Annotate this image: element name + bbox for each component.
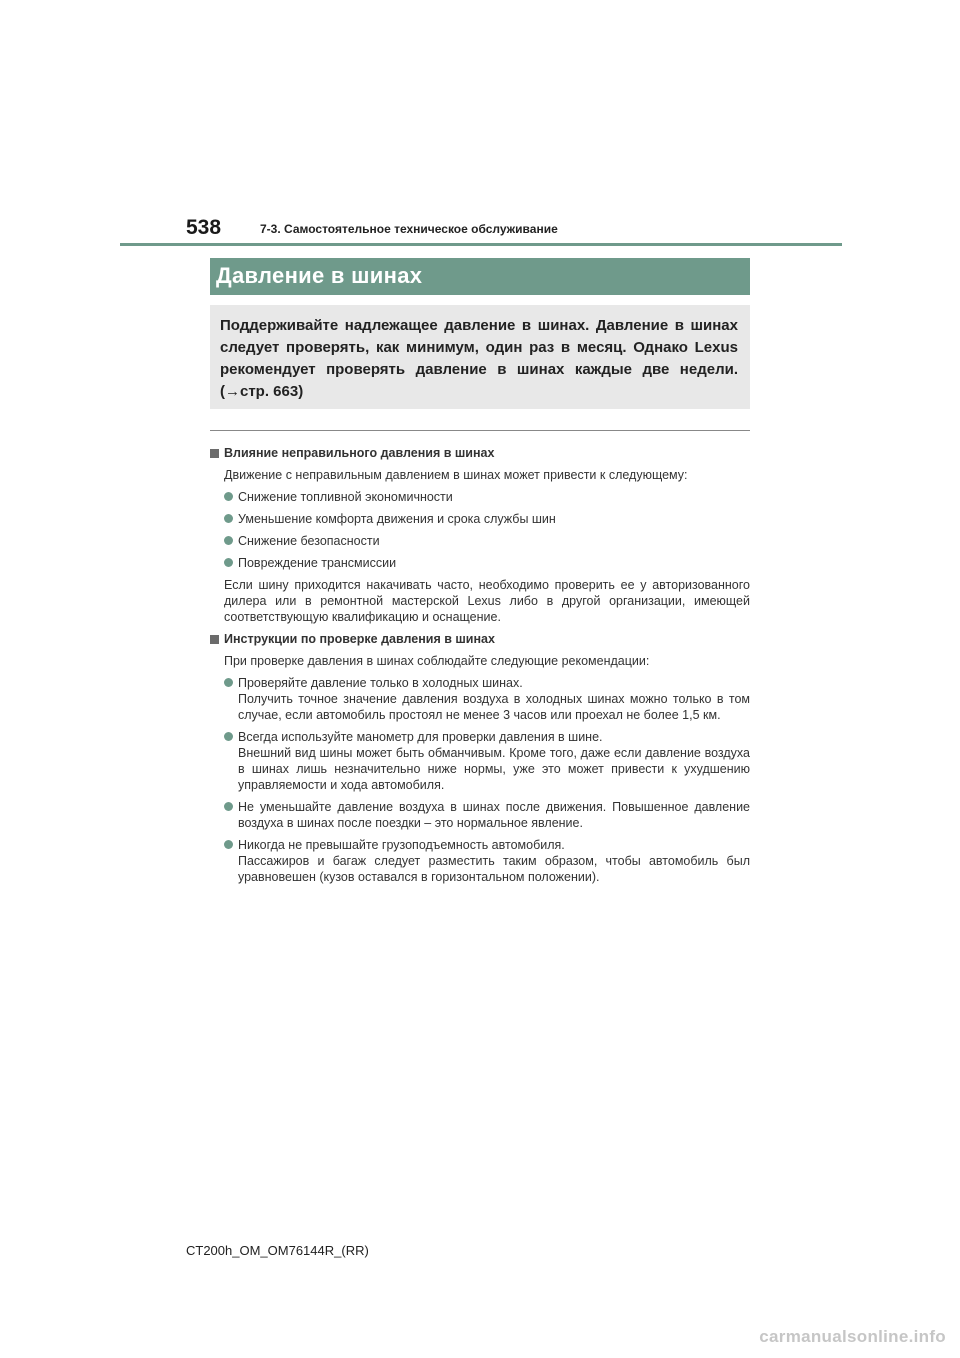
paragraph: Движение с неправильным давлением в шинах может привести к следующему: bbox=[224, 468, 688, 482]
bullet-text: Не уменьшайте давление воздуха в шинах после движения. Повышенное давление воздуха в шинах после поездки – это нормальное явление. bbox=[238, 800, 750, 830]
circle-bullet-icon bbox=[224, 802, 233, 811]
bullet-text: Проверяйте давление только в холодных шинах. bbox=[238, 676, 523, 690]
paragraph: Если шину приходится накачивать часто, необходимо проверить ее у авторизованного дилера или в ремонтной мастерской Lexus либо в другой организации, имеющей соответствующую квалификацию и оснащение. bbox=[224, 578, 750, 624]
intro-box bbox=[210, 305, 750, 409]
bullet-text: Всегда используйте манометр для проверки давления в шине. bbox=[238, 730, 603, 744]
square-bullet-icon bbox=[210, 635, 219, 644]
bullet-item bbox=[224, 799, 750, 831]
bullet-item bbox=[224, 511, 750, 527]
circle-bullet-icon bbox=[224, 558, 233, 567]
circle-bullet-icon bbox=[224, 840, 233, 849]
page-number: 538 bbox=[186, 216, 222, 239]
bullet-text: Повреждение трансмиссии bbox=[238, 556, 397, 570]
bullet-item bbox=[224, 675, 750, 723]
circle-bullet-icon bbox=[224, 732, 233, 741]
bullet-text: Никогда не превышайте грузоподъемность автомобиля. bbox=[238, 838, 565, 852]
circle-bullet-icon bbox=[224, 678, 233, 687]
subheading-text: Инструкции по проверке давления в шинах bbox=[224, 632, 495, 646]
section-title: 7-3. Самостоятельное техническое обслуживание bbox=[260, 222, 558, 236]
paragraph: При проверке давления в шинах соблюдайте следующие рекомендации: bbox=[224, 654, 650, 668]
content bbox=[210, 442, 750, 891]
bullet-detail: Получить точное значение давления воздуха в холодных шинах можно только в том случае, если автомобиль простоял не менее 3 часов или проехал не более 1,5 км. bbox=[238, 692, 750, 722]
bullet-item bbox=[224, 555, 750, 571]
bullet-item bbox=[224, 533, 750, 549]
bullet-item bbox=[224, 837, 750, 885]
square-bullet-icon bbox=[210, 449, 219, 458]
bullet-item bbox=[224, 489, 750, 505]
subheading-text: Влияние неправильного давления в шинах bbox=[224, 446, 495, 460]
page-title: Давление в шинах bbox=[216, 263, 423, 288]
bullet-text: Уменьшение комфорта движения и срока службы шин bbox=[238, 512, 556, 526]
title-bar bbox=[210, 258, 750, 295]
header-rule bbox=[120, 243, 842, 246]
bullet-detail: Внешний вид шины может быть обманчивым. Кроме того, даже если давление воздуха в шинах лишь незначительно ниже нормы, уже это может привести к ухудшению управляемости и хода автомобиля. bbox=[238, 746, 750, 792]
circle-bullet-icon bbox=[224, 536, 233, 545]
circle-bullet-icon bbox=[224, 514, 233, 523]
circle-bullet-icon bbox=[224, 492, 233, 501]
bullet-detail: Пассажиров и багаж следует разместить таким образом, чтобы автомобиль был уравновешен (кузов оставался в горизонтальном положении). bbox=[238, 854, 750, 884]
document-code: CT200h_OM_OM76144R_(RR) bbox=[186, 1243, 369, 1258]
bullet-text: Снижение безопасности bbox=[238, 534, 380, 548]
subheading bbox=[210, 631, 750, 647]
bullet-item bbox=[224, 729, 750, 793]
subheading bbox=[210, 445, 750, 461]
bullet-text: Снижение топливной экономичности bbox=[238, 490, 453, 504]
section-divider bbox=[210, 430, 750, 431]
intro-text: Поддерживайте надлежащее давление в шинах. Давление в шинах следует проверять, как минимум, один раз в месяц. Однако Lexus рекомендует проверять давление в шинах каждые две недели. (→стр. 663) bbox=[220, 317, 738, 400]
page-header bbox=[186, 216, 746, 242]
watermark: carmanualsonline.info bbox=[759, 1327, 946, 1346]
